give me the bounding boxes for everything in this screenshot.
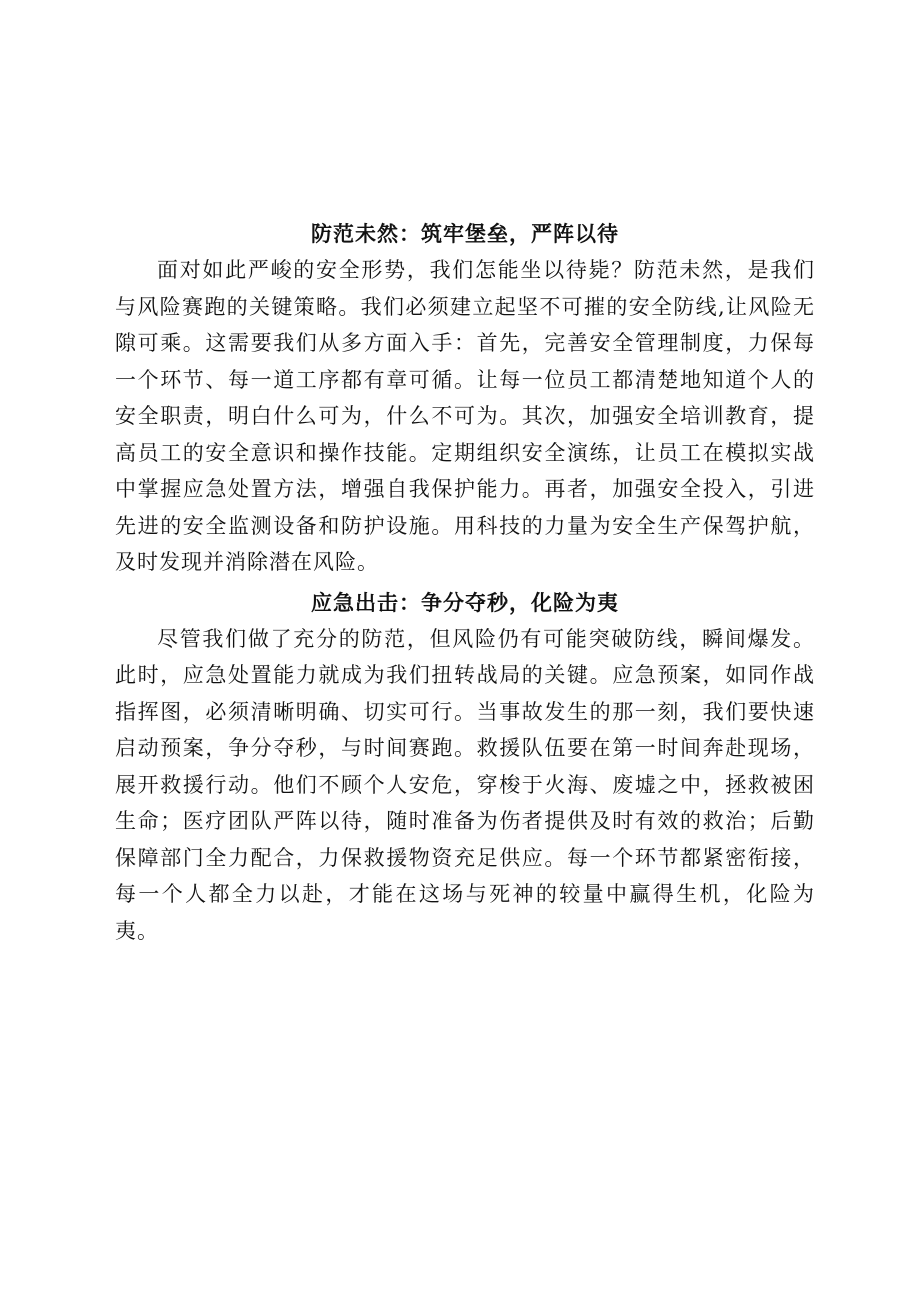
paragraph-emergency: 尽管我们做了充分的防范，但风险仍有可能突破防线，瞬间爆发。此时，应急处置能力就成为我们扭转战局的关键。应急预案，如同作战指挥图，必须清晰明确、切实可行。当事故发生的那一刻，我们要快速启动预案，争分夺秒，与时间赛跑。救援队伍要在第一时间奔赴现场，展开救援行动。他们不顾个人安危，穿梭于火海、废墟之中，拯救被困生命；医疗团队严阵以待，随时准备为伤者提供及时有效的救治；后勤保障部门全力配合，力保救援物资充足供应。每一个环节都紧密衔接，每一个人都全力以赴，才能在这场与死神的较量中赢得生机，化险为夷。 — [115, 626, 815, 943]
section-title-prevention: 防范未然：筑牢堡垒，严阵以待 — [311, 221, 619, 246]
document-page — [115, 216, 815, 949]
paragraph-prevention: 面对如此严峻的安全形势，我们怎能坐以待毙？防范未然，是我们与风险赛跑的关键策略。我们必须建立起坚不可摧的安全防线,让风险无隙可乘。这需要我们从多方面入手：首先，完善安全管理制度，力保每一个环节、每一道工序都有章可循。让每一位员工都清楚地知道个人的安全职责，明白什么可为，什么不可为。其次，加强安全培训教育，提高员工的安全意识和操作技能。定期组织安全演练，让员工在模拟实战中掌握应急处置方法，增强自我保护能力。再者，加强安全投入，引进先进的安全监测设备和防护设施。用科技的力量为安全生产保驾护航，及时发现并消除潜在风险。 — [115, 258, 815, 574]
section-title-emergency: 应急出击：争分夺秒，化险为夷 — [311, 589, 619, 615]
